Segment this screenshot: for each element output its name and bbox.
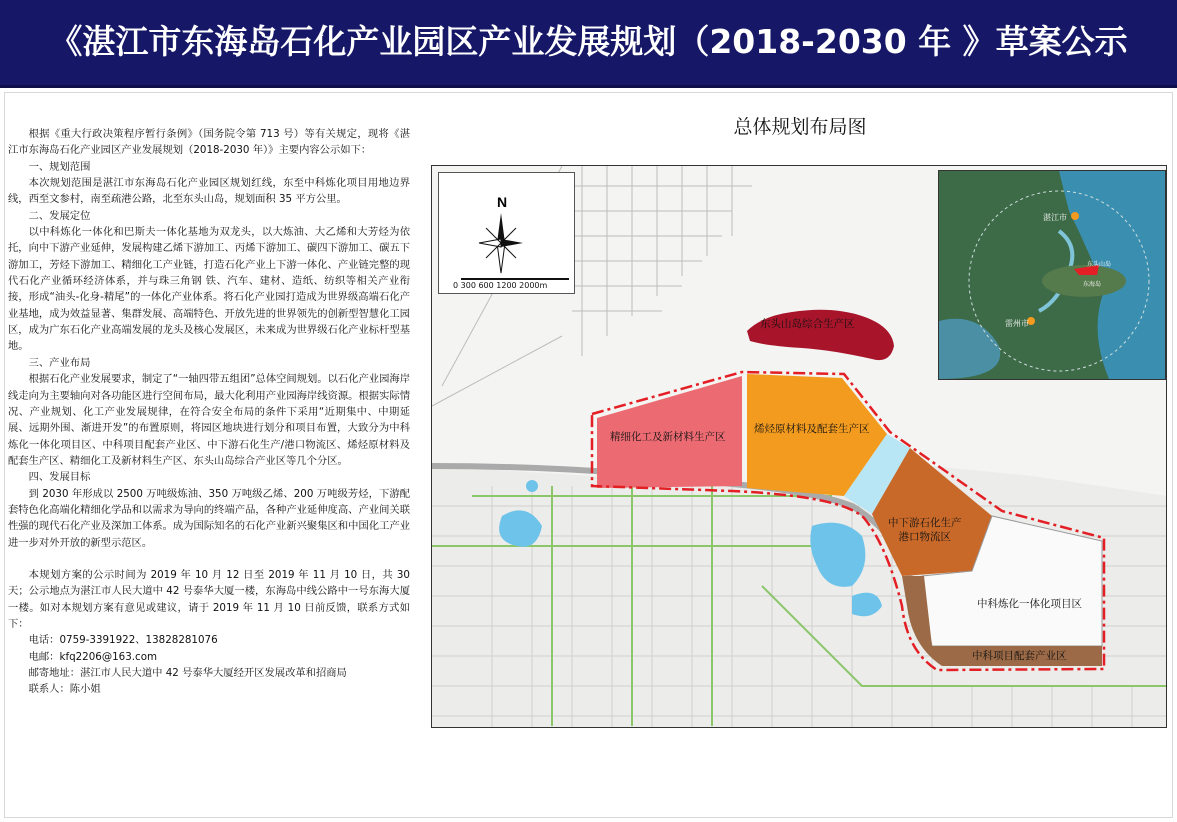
header-banner <box>0 0 1177 88</box>
map-title: 总体规划布局图 <box>733 116 867 138</box>
label-olefin: 烯烃原材料及配套生产区 <box>754 423 870 435</box>
layout-map <box>431 165 1167 728</box>
section1-title: 一、规划范围 <box>28 160 91 173</box>
inset-zhanjiang: 湛江市 <box>1043 213 1067 222</box>
contact-address: 邮寄地址：湛江市人民大道中 42 号泰华大厦经开区发展改革和招商局 <box>28 667 347 679</box>
period-text: 本规划方案的公示时间为 2019 年 10 月 12 日至 2019 年 11 月 10 日，共 30 天；公示地点为湛江市人民大道中 42 号泰华大厦一楼，东海岛中线公路中一号东海大厦一楼。如对本规划方案有意见或建议，请于 2019 年 11 月 10 日前反馈，联系方式如下： <box>8 568 410 630</box>
north-label: N <box>497 194 508 210</box>
contact-person: 联系人：陈小姐 <box>28 683 101 696</box>
section4-text: 到 2030 年形成以 2500 万吨级炼油、350 万吨级乙烯、200 万吨级芳烃，下游配套特色化高端化精细化学品和以需求为导向的终端产品，各种产业延伸度高、产业间关联性强的现代石化产业及深加工体系。成为国际知名的石化产业新兴聚集区和中国化工产业进一步对外开放的新型示范区。 <box>8 487 410 549</box>
section3-title: 三、产业布局 <box>28 356 91 369</box>
notice-text <box>8 126 410 698</box>
spacer <box>8 551 410 567</box>
label-zhongke: 中科炼化一体化项目区 <box>977 598 1082 610</box>
section4-title: 四、发展目标 <box>28 471 91 484</box>
inset-leizhou: 雷州市 <box>1005 319 1029 328</box>
label-dongtoushan: 东头山岛综合生产区 <box>760 318 855 330</box>
section2-title: 二、发展定位 <box>28 209 91 222</box>
scale-bar-label: 0 300 600 1200 2000m <box>453 281 548 290</box>
intro-paragraph: 根据《重大行政决策程序暂行条例》（国务院令第 713 号）等有关规定，现将《湛江市东海岛石化产业园区产业发展规划（2018-2030 年）》主要内容公示如下： <box>8 128 410 157</box>
label-support: 中科项目配套产业区 <box>972 650 1067 662</box>
contact-phone: 电话：0759-3391922、13828281076 <box>28 634 218 647</box>
location-inset-map <box>938 170 1166 380</box>
section2-text: 以中科炼化一体化和巴斯夫一体化基地为双龙头，以大炼油、大乙烯和大芳烃为依托，向中下游产业延伸，发展构建乙烯下游加工、丙烯下游加工、碳四下游加工、碳五下游加工，芳烃下游加工、精细化工产业链，打造石化产业上下游一体化、产业链完整的现代石化产业循环经济体系，并与珠三角钢 铁、汽车、建材、造纸、纺织等相关产业衔接，形成“油头-化身-精尾”的一体化产业体系。将石化产业园打造成为世界级高端石化产业基地，成为效益显著、集群发展、高端特色、开放先进的世界领先的创新型智慧化工园区，成为广东石化产业高端发展的龙头及核心发展区，未来成为世界级石化产业标杆型基地。 <box>8 226 410 353</box>
contact-email: 电邮：kfq2206@163.com <box>28 650 158 663</box>
page-title: 《湛江市东海岛石化产业园区产业发展规划（2018-2030 年 》草案公示 <box>49 22 1128 61</box>
label-fine-chem: 精细化工及新材料生产区 <box>610 431 726 443</box>
compass-icon <box>439 173 574 293</box>
inset-donghai: 东海岛 <box>1083 281 1102 288</box>
section1-text: 本次规划范围是湛江市东海岛石化产业园区规划红线，东至中科炼化项目用地边界线，西至文参村，南至疏港公路，北至东头山岛，规划面积 35 平方公里。 <box>8 177 410 206</box>
section3-text: 根据石化产业发展要求，制定了“一轴四带五组团”总体空间规划。以石化产业园海岸线走向为主要轴向对各功能区进行空间布局，最大化利用产业园海岸线资源。根据实际情况、产业规划、化工产业发展规律，在符合安全布局的条件下采用“近期集中、中期延展、远期外围、渐进开发”的布置原则，将园区地块进行划分和项目布置，大致分为中科炼化一体化项目区、中科项目配套产业区、中下游石化生产/港口物流区、烯烃原材料及配套生产区、精细化工及新材料生产区、东头山岛综合产业区等几个分区。 <box>8 373 410 467</box>
inset-dongtoushan: 东头山岛 <box>1087 261 1112 268</box>
north-arrow-panel <box>438 172 575 294</box>
label-port: 中下游石化生产 港口物流区 <box>888 517 962 543</box>
